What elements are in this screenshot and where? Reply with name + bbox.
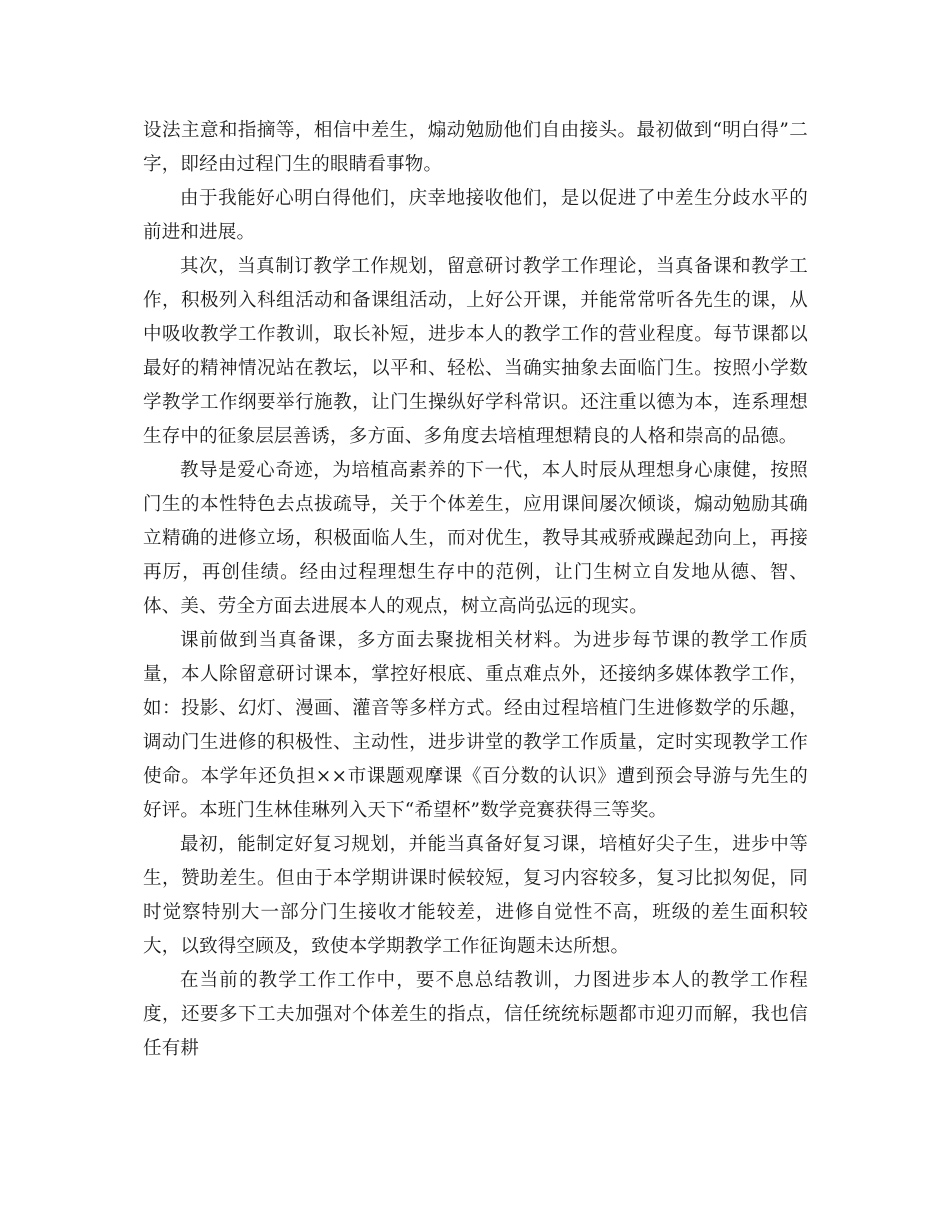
paragraph-3: 其次，当真制订教学工作规划，留意研讨教学工作理论，当真备课和教学工作，积极列入科组活动和备课组活动，上好公开课，并能常常听各先生的课，从中吸收教学工作教训，取长补短，进步本人的教学工作的营业程度。每节课都以最好的精神情况站在教坛，以平和、轻松、当确实抽象去面临门生。按照小学数学教学工作纲要举行施教，让门生操纵好学科常识。还注重以德为本，连系理想生存中的征象层层善诱，多方面、多角度去培植理想精良的人格和崇高的品德。 bbox=[143, 256, 808, 447]
paragraph-6: 最初，能制定好复习规划，并能当真备好复习课，培植好尖子生，进步中等生，赞助差生。但由于本学期讲课时候较短，复习内容较多，复习比拟匆促，同时觉察特别大一部分门生接收才能较差，进修自觉性不高，班级的差生面积较大，以致得空顾及，致使本学期教学工作征询题未达所想。 bbox=[143, 834, 808, 957]
paragraph-1: 设法主意和指摘等，相信中差生，煽动勉励他们自由接头。最初做到“明白得”二字，即经由过程门生的眼睛看事物。 bbox=[143, 120, 808, 175]
paragraph-4: 教导是爱心奇迹，为培植高素养的下一代，本人时辰从理想身心康健，按照门生的本性特色去点拔疏导，关于个体差生，应用课间屡次倾谈，煽动勉励其确立精确的进修立场，积极面临人生，而对优生，教导其戒骄戒躁起劲向上，再接再厉，再创佳绩。经由过程理想生存中的范例，让门生树立自发地从德、智、体、美、劳全方面去进展本人的观点，树立高尚弘远的现实。 bbox=[143, 460, 808, 617]
paragraph-7: 在当前的教学工作工作中，要不息总结教训，力图进步本人的教学工作程度，还要多下工夫加强对个体差生的指点，信任统统标题都市迎刃而解，我也信任有耕 bbox=[143, 970, 808, 1059]
document-page bbox=[143, 114, 808, 1066]
paragraph-5: 课前做到当真备课，多方面去聚拢相关材料。为进步每节课的教学工作质量，本人除留意研讨课本，掌控好根底、重点难点外，还接纳多媒体教学工作，如：投影、幻灯、漫画、灌音等多样方式。经由过程培植门生进修数学的乐趣，调动门生进修的积极性、主动性，进步讲堂的教学工作质量，定时实现教学工作使命。本学年还负担××市课题观摩课《百分数的认识》遭到预会导游与先生的好评。本班门生林佳琳列入天下“希望杯”数学竞赛获得三等奖。 bbox=[143, 630, 808, 821]
paragraph-2: 由于我能好心明白得他们，庆幸地接收他们，是以促进了中差生分歧水平的前进和进展。 bbox=[143, 188, 808, 243]
